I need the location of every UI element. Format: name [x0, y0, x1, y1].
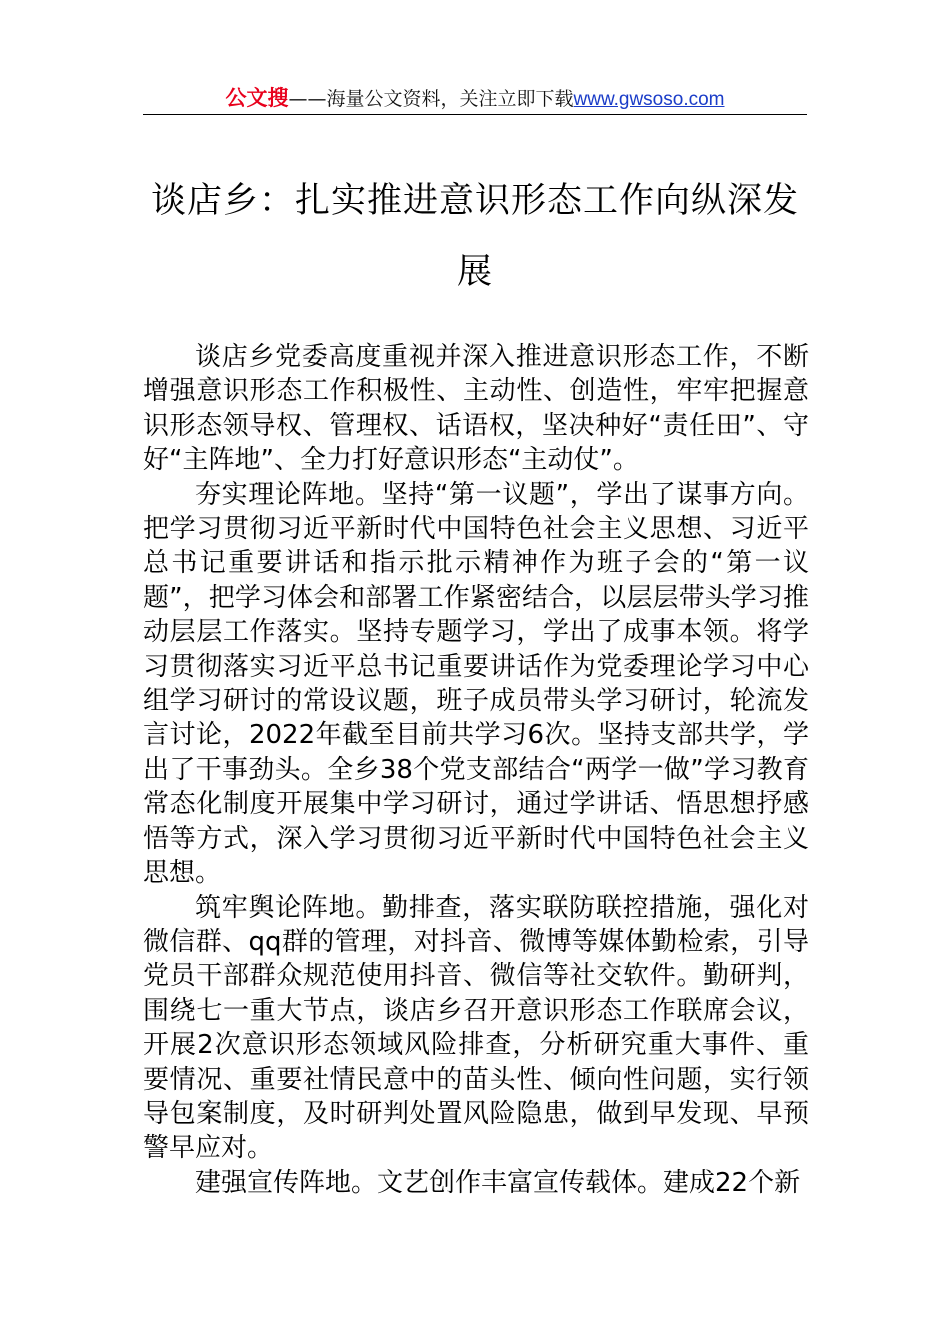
page-header — [143, 84, 807, 114]
website-link[interactable]: www.gwsoso.com — [573, 89, 725, 110]
document-title: 谈店乡：扎实推进意识形态工作向纵深发展 — [150, 181, 799, 292]
header-tagline: ——海量公文资料，关注立即下载 — [288, 88, 574, 110]
header-divider — [143, 114, 807, 115]
paragraph-public-opinion: 筑牢舆论阵地。勤排查，落实联防联控措施，强化对微信群、qq群的管理，对抖音、微博等媒体勤检索，引导党员干部群众规范使用抖音、微信等社交软件。勤研判，围绕七一重大节点，谈店乡召开意识形态工作联席会议，开展2次意识形态领域风险排查，分析研究重大事件、重要情况、重要社情民意中的苗头性、倾向性问题，实行领导包案制度，及时研判处置风险隐患，做到早发现、早预警早应对。 — [143, 892, 809, 1164]
brand-name: 公文搜 — [225, 86, 289, 110]
paragraph-publicity: 建强宣传阵地。文艺创作丰富宣传载体。建成22个新 — [195, 1167, 801, 1198]
paragraph-theory: 夯实理论阵地。坚持“第一议题”，学出了谋事方向。把学习贯彻习近平新时代中国特色社会主义思想、习近平总书记重要讲话和指示批示精神作为班子会的“第一议题”，把学习体会和部署工作紧密结合，以层层带头学习推动层层工作落实。坚持专题学习，学出了成事本领。将学习贯彻落实习近平总书记重要讲话作为党委理论学习中心组学习研讨的常设议题，班子成员带头学习研讨，轮流发言讨论，2022年截至目前共学习6次。坚持支部共学，学出了干事劲头。全乡38个党支部结合“两学一做”学习教育常态化制度开展集中学习研讨，通过学讲话、悟思想抒感悟等方式，深入学习贯彻习近平新时代中国特色社会主义思想。 — [143, 479, 809, 889]
document-body — [143, 340, 809, 1200]
paragraph-intro: 谈店乡党委高度重视并深入推进意识形态工作，不断增强意识形态工作积极性、主动性、创造性，牢牢把握意识形态领导权、管理权、话语权，坚决种好“责任田”、守好“主阵地”、全力打好意识形态“主动仗”。 — [143, 342, 809, 476]
